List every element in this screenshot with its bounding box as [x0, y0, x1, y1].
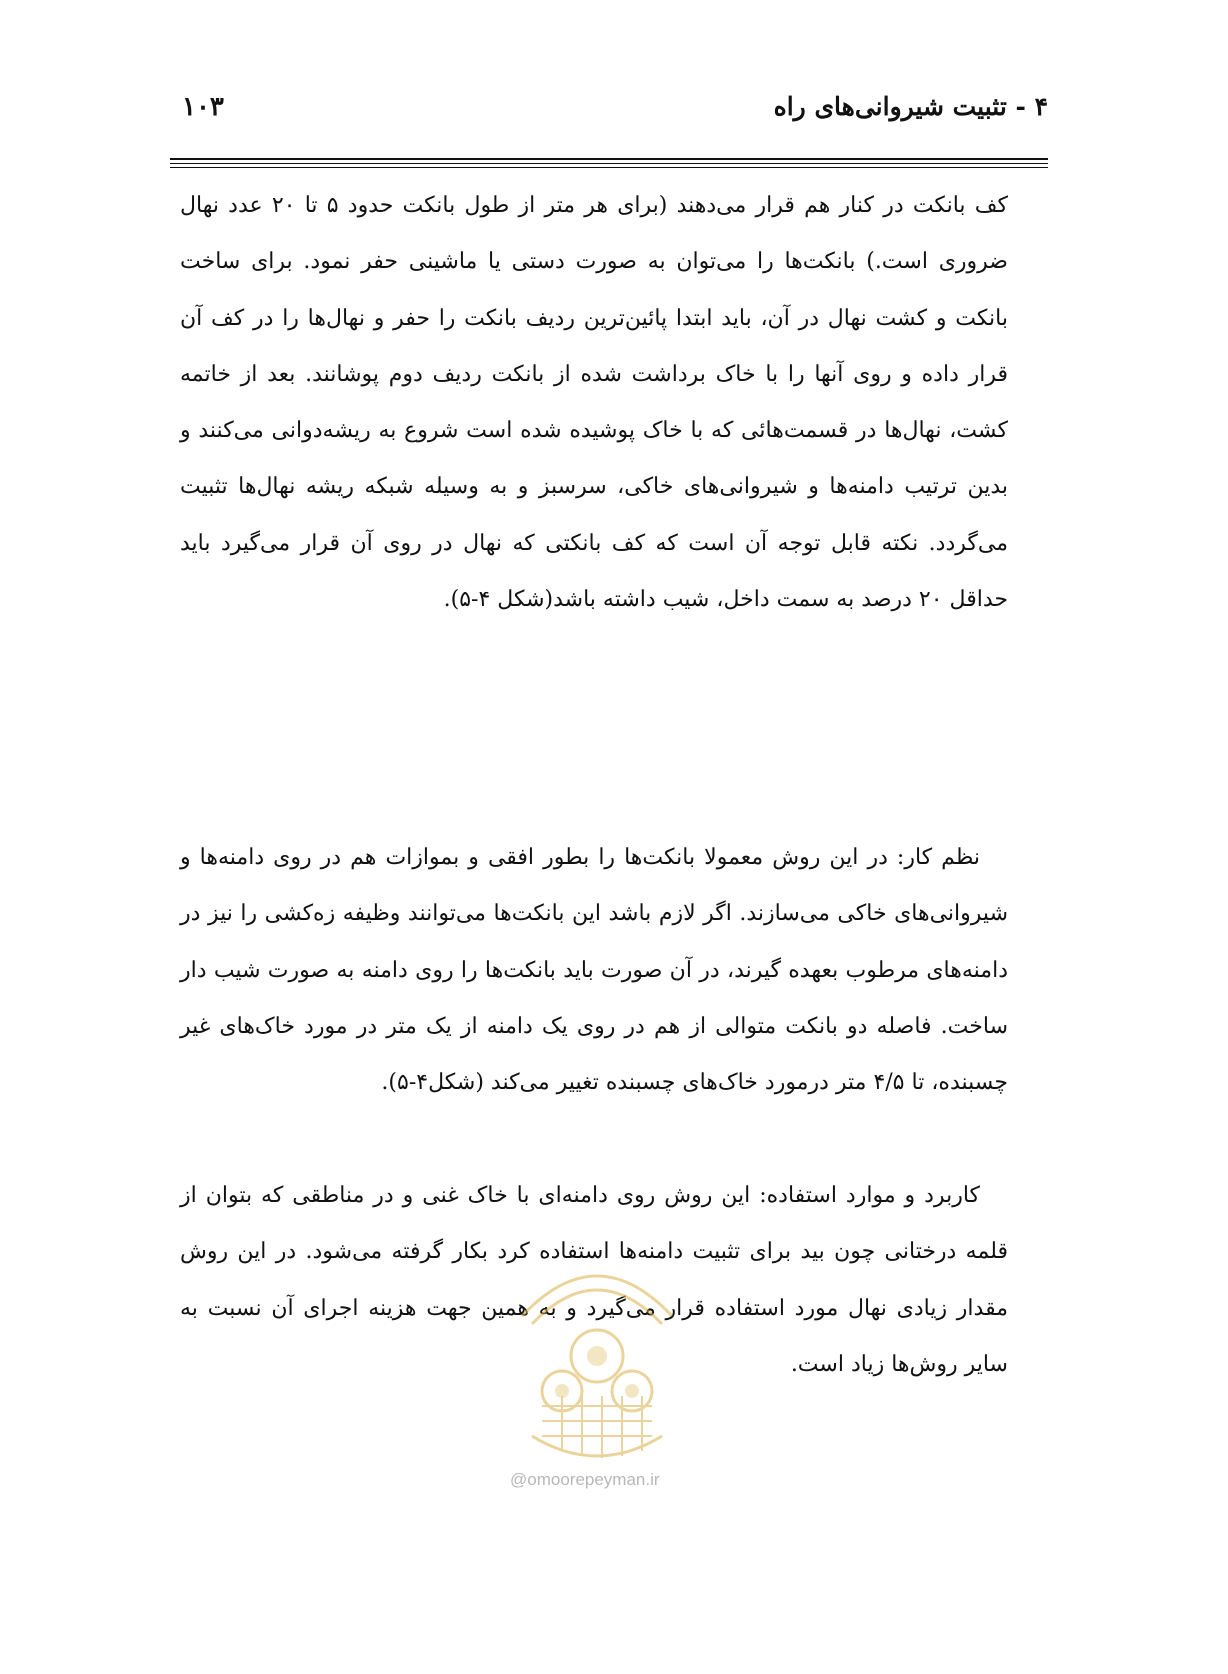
header-rule-thick — [170, 158, 1048, 160]
watermark-url: @omoorepeyman.ir — [510, 1470, 660, 1489]
paragraph-application: کاربرد و موارد استفاده: این روش روی دامنه‌ای با خاک غنی و در مناطقی که بتوان از قلمه درختانی چون بید برای تثبیت دامنه‌ها استفاده کرد بکار گرفته می‌شود. در این روش مقدار زیادی نهال مورد استفاده قرار می‌گیرد و به همین جهت هزینه اجرای آن نسبت به سایر روش‌ها زیاد است. — [180, 1183, 1008, 1377]
header-rule-thin-2 — [170, 167, 1048, 168]
chapter-title: ۴ - تثبیت شیروانی‌های راه — [773, 92, 1048, 121]
page-header — [170, 92, 1048, 132]
paragraph-banquette-planting: کف بانکت در کنار هم قرار می‌دهند (برای هر متر از طول بانکت حدود ۵ تا ۲۰ عدد نهال ضروری است.) بانکت‌ها را می‌توان به صورت دستی یا ماشینی حفر نمود. برای ساخت بانکت و کشت نهال در آن، باید ابتدا پائین‌ترین ردیف بانکت را حفر و نهال‌ها را در کف آن قرار داده و روی آنها را با خاک برداشت شده از بانکت ردیف دوم پوشانند. بعد از خاتمه کشت، نهال‌ها در قسمت‌هائی که با خاک پوشیده شده است شروع به ریشه‌دوانی می‌کنند و بدین ترتیب دامنه‌ها و شیروانی‌های خاکی، سرسبز و به وسیله شبکه ریشه نهال‌ها تثبیت می‌گردد. نکته قابل توجه آن است که کف بانکتی که نهال در روی آن قرار می‌گیرد باید حداقل ۲۰ درصد به سمت داخل، شیب داشته باشد(شکل ۴-۵). — [180, 193, 1008, 613]
page-number: ۱۰۳ — [182, 92, 224, 122]
watermark-seal-logo — [492, 1246, 702, 1466]
paragraph-work-order: نظم کار: در این روش معمولا بانکت‌ها را بطور افقی و بموازات هم در روی دامنه‌ها و شیروانی‌های خاکی می‌سازند. اگر لازم باشد این بانکت‌ها می‌توانند وظیفه زه‌کشی را نیز در دامنه‌های مرطوب بعهده گیرند، در آن صورت باید بانکت‌ها را روی دامنه به صورت شیب دار ساخت. فاصله دو بانکت متوالی از هم در روی یک دامنه از یک متر در مورد خاک‌های غیر چسبنده، تا ۴/۵ متر درمورد خاک‌های چسبنده تغییر می‌کند (شکل۴-۵). — [180, 845, 1008, 1096]
header-rule-thin — [170, 163, 1048, 164]
